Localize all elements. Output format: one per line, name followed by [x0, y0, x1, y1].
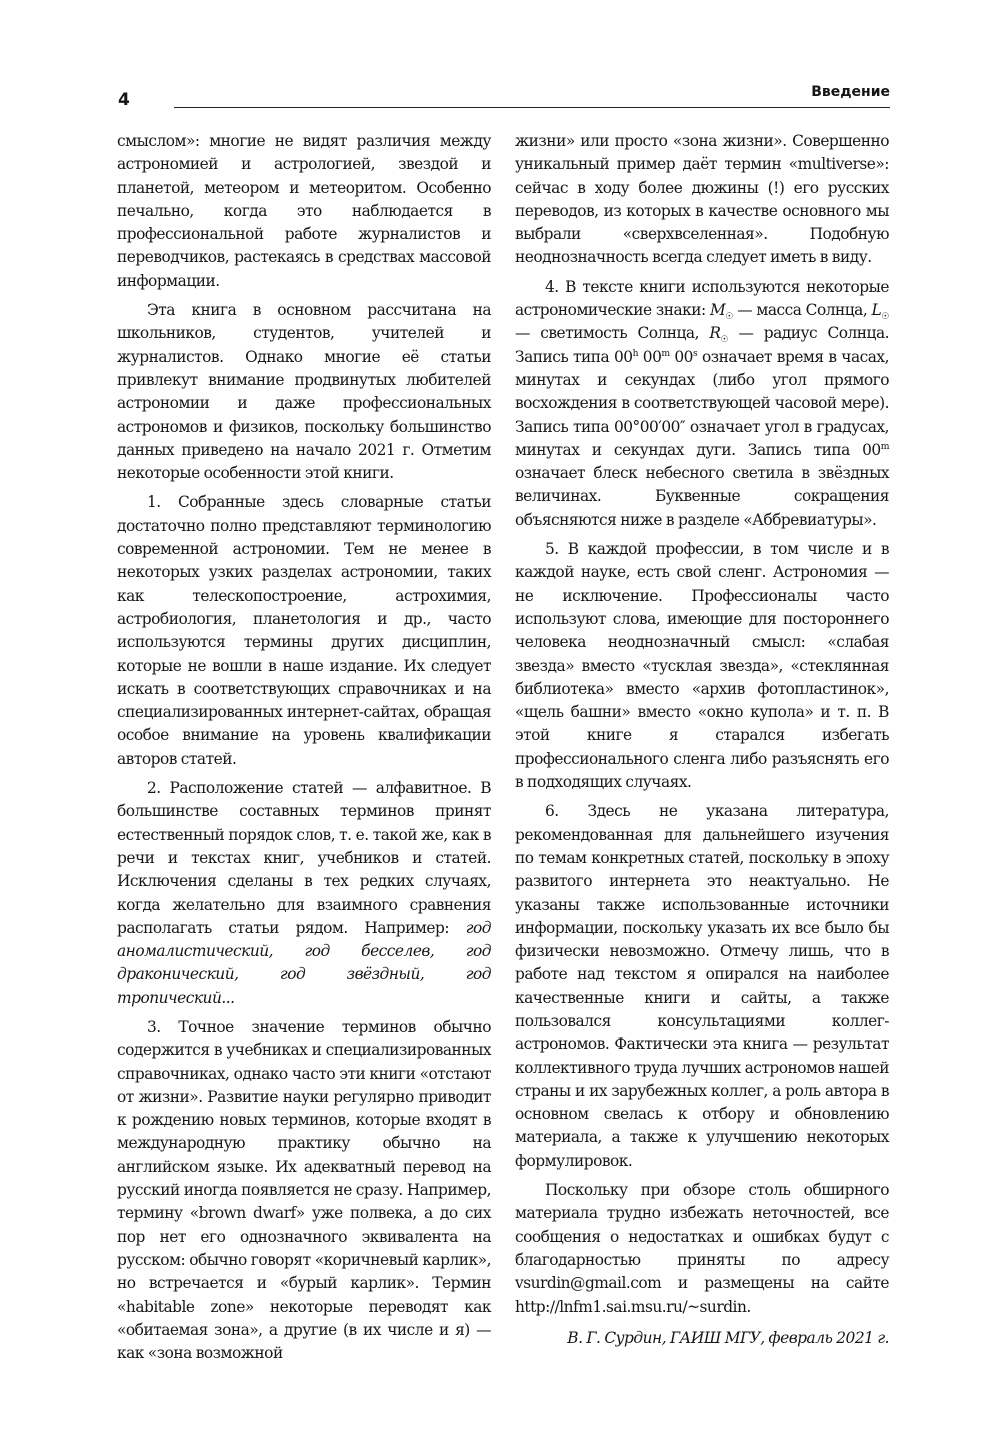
- paragraph-item-6: 6. Здесь не указана литература, рекомендованная для дальнейшего изучения по темам конкретных статей, поскольку в эпоху развитого интернета это неактуально. Не указаны также использованные источники информации, поскольку указать их все было бы физически невозможно. Отмечу лишь, что в работе над текстом я опирался на наиболее качественные книги и сайты, а также пользовался консультациями коллег-астрономов. Фактически эта книга — результат коллективного труда лучших астрономов нашей страны и их зарубежных коллег, а роль автора в основном свелась к отбору и обновлению материала, а также к улучшению некоторых формулировок.: [515, 802, 889, 1170]
- paragraph-item-1: 1. Собранные здесь словарные статьи достаточно полно представляют терминологию современной астрономии. Тем не менее в некоторых узких разделах астрономии, таких как телескопостроение, астрохимия, астробиология, планетология и др., часто используются термины других дисциплин, которые не вошли в наше издание. Их следует искать в соответствующих справочниках и на специализированных интернет-сайтах, обращая особое внимание на уровень квалификации авторов статей.: [117, 493, 491, 768]
- paragraph-item-5: 5. В каждой профессии, в том числе и в каждой науке, есть свой сленг. Астрономия — не исключение. Профессионалы часто используют слова, имеющие для постороннего человека неоднозначный смысл: «слабая звезда» вместо «тусклая звезда», «стеклянная библиотека» вместо «архив фотопластинок», «щель башни» вместо «окно купола» и т. п. В этой книге я старался избегать профессионального сленга либо разъяснять его в подходящих случаях.: [515, 540, 889, 792]
- symbol-luminosity: L: [871, 301, 882, 320]
- paragraph: смыслом»: многие не видят различия между астрономией и астрологией, звездой и планетой, метеором и метеоритом. Особенно печально, когда это наблюдается в профессиональной работе журналистов и переводчиков, растекаясь в средствах массовой информации.: [117, 132, 491, 290]
- text-span: означает время в часах, минутах и секундах (либо угол прямого восхождения в соответствующей часовой мере). Запись типа 00°00′00″ означает угол в градусах, минутах и секундах дуги. Запись типа 00: [515, 347, 889, 459]
- author-signature: В. Г. Сурдин, ГАИШ МГУ, февраль 2021 г.: [567, 1328, 889, 1347]
- paragraph-item-4: [515, 276, 889, 532]
- sun-symbol: ☉: [720, 334, 729, 346]
- text-span: — светимость Солнца,: [515, 324, 710, 343]
- paragraph-item-3: 3. Точное значение терминов обычно содержится в учебниках и специализированных справочниках, однако часто эти книги «отстают от жизни». Развитие науки регулярно приводит к рождению новых терминов, которые входят в международную практику обычно на английском языке. Их адекватный перевод на русский иногда появляется не сразу. Например, термину «brown dwarf» уже полвека, а до сих пор нет его однозначного эквивалента на русском: обычно говорят «коричневый карлик», но встречается и «бурый карлик». Термин «habitable zone» некоторые переводят как «обитаемая зона», а другие (в их числе и я) — как «зона возможной: [117, 1017, 491, 1363]
- header-rule: [174, 107, 890, 108]
- superscript-m: m: [661, 347, 670, 359]
- text-span: 00: [669, 347, 693, 366]
- paragraph-item-2: [117, 777, 491, 1010]
- superscript-h: h: [632, 347, 639, 359]
- page-header: [118, 84, 890, 114]
- symbol-radius: R: [709, 324, 721, 343]
- text-span: 00: [638, 347, 662, 366]
- text-span: — масса Солнца,: [733, 301, 872, 320]
- paragraph-text: 2. Расположение статей — алфавитное. В большинстве составных терминов принят естественный порядок слов, т. е. такой же, как в речи и текстах книг, учебников и статей. Исключения сделаны в тех редких случаях, когда желательно для взаимного сравнения располагать статьи рядом. Например:: [117, 779, 491, 937]
- right-column: [515, 130, 889, 1350]
- superscript-m: m: [880, 440, 889, 452]
- left-column: [117, 130, 491, 1365]
- page-number: 4: [118, 90, 130, 110]
- text-span: — радиус Солнца. Запись типа 00: [515, 324, 890, 366]
- text-span: 4. В тексте книги используются некоторые астрономические знаки:: [515, 277, 889, 320]
- sun-symbol: ☉: [881, 311, 889, 323]
- sun-symbol: ☉: [725, 311, 733, 323]
- italic-examples: год аномалистический, год бесселев, год драконический, год звёздный, год тропический...: [117, 918, 491, 1007]
- paragraph: Эта книга в основном рассчитана на школьников, студентов, учителей и журналистов. Однако многие её статьи привлекут внимание продвинутых любителей астрономии и даже профессиональных астрономов и физиков, поскольку большинство данных приведено на начало 2021 г. Отметим некоторые особенности этой книги.: [117, 301, 491, 483]
- symbol-mass: M: [709, 301, 726, 320]
- text-span: означает блеск небесного светила в звёздных величинах. Буквенные сокращения объясняются ниже в разделе «Аббревиатуры».: [515, 464, 889, 529]
- section-title: Введение: [811, 84, 890, 100]
- superscript-s: s: [692, 347, 698, 359]
- paragraph: жизни» или просто «зона жизни». Совершенно уникальный пример даёт термин «multiverse»: сейчас в ходу более дюжины (!) его русских переводов, из которых в качестве основного мы выбрали «сверхвселенная». Подобную неоднозначность всегда следует иметь в виду.: [515, 132, 889, 267]
- paragraph-closing: Поскольку при обзоре столь обширного материала трудно избежать неточностей, все сообщения о недостатках и ошибках будут с благодарностью приняты по адресу vsurdin@gmail.com и размещены на сайте http://lnfm1.sai.msu.ru/~surdin.: [515, 1181, 889, 1316]
